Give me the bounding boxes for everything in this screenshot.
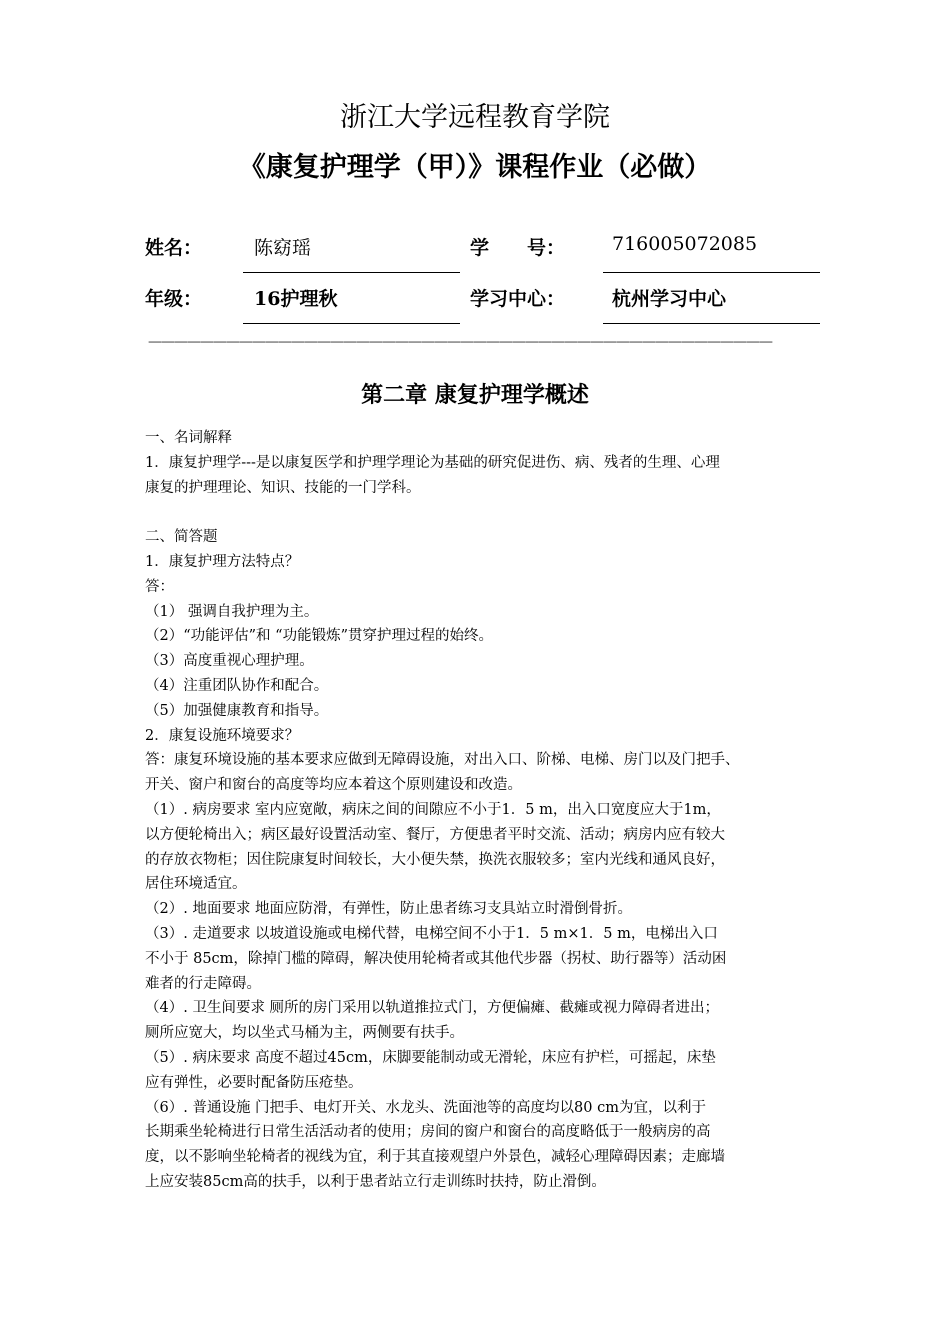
- answer-line: 上应安装85cm高的扶手，以利于患者站立行走训练时扶持，防止滑倒。: [145, 1173, 606, 1190]
- definition-line: 1．康复护理学---是以康复医学和护理学理论为基础的研究促进伤、病、残者的生理、心理: [145, 454, 720, 471]
- blank-line: [145, 500, 813, 525]
- answer-line: 不小于 85cm，除掉门槛的障碍，解决使用轮椅者或其他代步器（拐杖、助行器等）活动困: [145, 950, 727, 967]
- answer-point: （3）高度重视心理护理。: [145, 653, 314, 670]
- definition-line: 康复的护理理论、知识、技能的一门学科。: [145, 479, 421, 496]
- answer-point: （2）“功能评估”和 “功能锻炼”贯穿护理过程的始终。: [145, 628, 493, 645]
- student-id-value: 716005072085: [612, 233, 758, 255]
- answer-line: 答：康复环境设施的基本要求应做到无障碍设施，对出入口、阶梯、电梯、房门以及门把手、: [145, 752, 740, 769]
- answer-line: 难者的行走障碍。: [145, 975, 261, 992]
- section-heading: 二、简答题: [145, 529, 218, 546]
- answer-line: 长期乘坐轮椅进行日常生活活动者的使用；房间的窗户和窗台的高度略低于一般病房的高: [145, 1124, 711, 1141]
- answer-line: （4）. 卫生间要求 厕所的房门采用以轨道推拉式门，方便偏瘫、截瘫或视力障碍者进出；: [145, 1000, 720, 1017]
- answer-point: （1） 强调自我护理为主。: [145, 603, 319, 620]
- answer-line: （2）. 地面要求 地面应防滑，有弹性，防止患者练习支具站立时滑倒骨折。: [145, 901, 633, 918]
- course-title: 《康复护理学（甲）》课程作业（必做）: [238, 152, 712, 183]
- chapter-body: [145, 426, 813, 1195]
- study-center-value: 杭州学习中心: [612, 288, 727, 310]
- answer-line: （3）. 走道要求 以坡道设施或电梯代替，电梯空间不小于1．5 m×1．5 m，电梯出入口: [145, 925, 718, 942]
- grade-underline: [243, 323, 460, 324]
- section-heading: 一、名词解释: [145, 430, 232, 446]
- dash-divider: ————————————————————————————————————————————————: [148, 334, 772, 350]
- answer-point: （4）注重团队协作和配合。: [145, 677, 329, 694]
- name-value: 陈窈瑶: [254, 237, 312, 259]
- answer-line: 应有弹性，必要时配备防压疮垫。: [145, 1074, 363, 1091]
- grade-value: 16护理秋: [254, 288, 338, 310]
- answer-line: （5）. 病床要求 高度不超过45cm，床脚要能制动或无滑轮，床应有护栏，可摇起，床垫: [145, 1049, 716, 1066]
- answer-line: 厕所应宽大，均以坐式马桶为主，两侧要有扶手。: [145, 1025, 464, 1042]
- institution-title: 浙江大学远程教育学院: [340, 102, 610, 133]
- answer-line: 的存放衣物柜；因住院康复时间较长，大小便失禁，换洗衣服较多；室内光线和通风良好，: [145, 851, 725, 868]
- student-id-underline: [603, 272, 820, 273]
- answer-line: （6）. 普通设施 门把手、电灯开关、水龙头、洗面池等的高度均以80 cm为宜，以利于: [145, 1099, 706, 1116]
- answer-label: 答：: [145, 578, 174, 595]
- answer-line: 开关、窗户和窗台的高度等均应本着这个原则建设和改造。: [145, 777, 522, 794]
- name-underline: [243, 272, 460, 273]
- student-id-label: 学 号：: [470, 237, 566, 259]
- chapter-title: 第二章 康复护理学概述: [361, 383, 589, 408]
- question: 2．康复设施环境要求？: [145, 727, 300, 744]
- answer-point: （5）加强健康教育和指导。: [145, 702, 329, 719]
- study-center-label: 学习中心：: [470, 288, 566, 310]
- answer-line: 度，以不影响坐轮椅者的视线为宜，利于其直接观望户外景色，减轻心理障碍因素；走廊墙: [145, 1149, 725, 1166]
- question: 1．康复护理方法特点？: [145, 553, 300, 570]
- answer-line: 以方便轮椅出入；病区最好设置活动室、餐厅，方便患者平时交流、活动；病房内应有较大: [145, 826, 725, 843]
- grade-label: 年级：: [145, 288, 203, 310]
- study-center-underline: [603, 323, 820, 324]
- answer-line: （1）. 病房要求 室内应宽敞，病床之间的间隙应不小于1．5 m，出入口宽度应大于1m，: [145, 801, 721, 818]
- answer-line: 居住环境适宜。: [145, 876, 247, 893]
- name-label: 姓名：: [145, 237, 203, 259]
